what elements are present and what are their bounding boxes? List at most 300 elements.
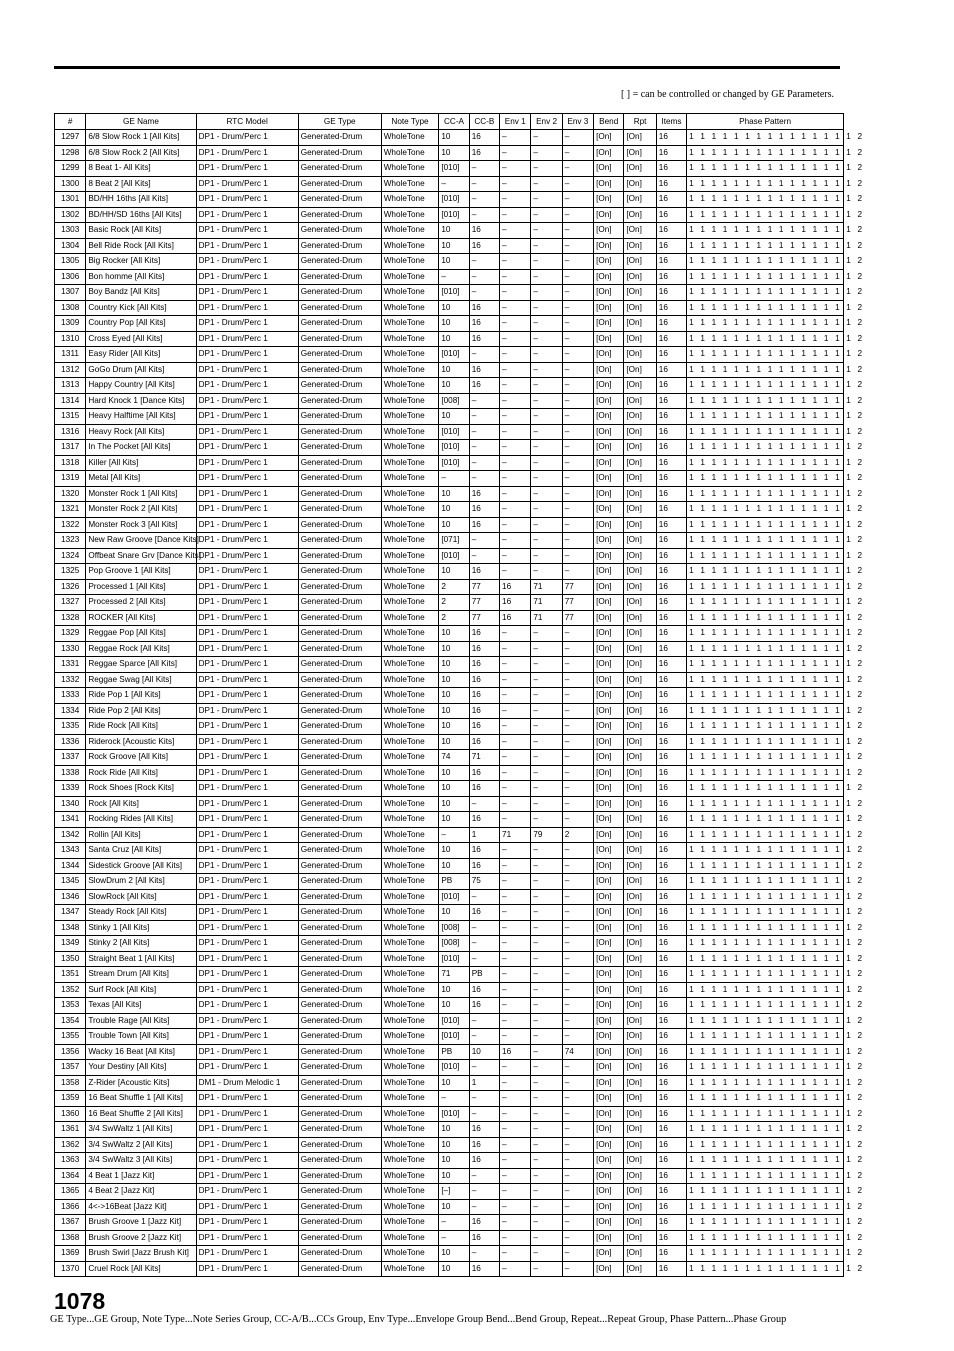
rtc-model-cell: DP1 - Drum/Perc 1 xyxy=(196,254,298,270)
cc-a-cell: [071] xyxy=(439,533,469,549)
env-2-cell: – xyxy=(531,936,562,952)
ge-type-cell: Generated-Drum xyxy=(298,1153,381,1169)
table-row xyxy=(55,517,844,533)
cc-b-cell: 16 xyxy=(469,1215,499,1231)
bend-cell: [On] xyxy=(594,548,624,564)
env-3-cell: – xyxy=(562,533,593,549)
items-cell: 16 xyxy=(656,424,686,440)
ge-type-cell: Generated-Drum xyxy=(298,843,381,859)
row-number-cell: 1364 xyxy=(55,1168,86,1184)
ge-name-cell: Processed 2 [All Kits] xyxy=(86,595,196,611)
ge-name-cell: Brush Groove 2 [Jazz Kit] xyxy=(86,1230,196,1246)
ge-type-cell: Generated-Drum xyxy=(298,688,381,704)
phase-pattern-cell: 1 1 1 1 1 1 1 1 1 1 1 1 1 1 1 2 xyxy=(687,176,844,192)
env-1-cell: – xyxy=(500,889,531,905)
rpt-cell: [On] xyxy=(624,285,656,301)
rpt-cell: [On] xyxy=(624,393,656,409)
rpt-cell: [On] xyxy=(624,626,656,642)
rpt-cell: [On] xyxy=(624,533,656,549)
rpt-cell: [On] xyxy=(624,300,656,316)
env-2-cell: – xyxy=(531,145,562,161)
rtc-model-cell: DP1 - Drum/Perc 1 xyxy=(196,471,298,487)
rtc-model-cell: DP1 - Drum/Perc 1 xyxy=(196,161,298,177)
rpt-cell: [On] xyxy=(624,703,656,719)
env-2-cell: – xyxy=(531,1075,562,1091)
env-2-cell: – xyxy=(531,1199,562,1215)
items-cell: 16 xyxy=(656,145,686,161)
column-header: CC-A xyxy=(439,114,469,130)
env-1-cell: – xyxy=(500,471,531,487)
phase-pattern-cell: 1 1 1 1 1 1 1 1 1 1 1 1 1 1 1 2 xyxy=(687,486,844,502)
cc-b-cell: – xyxy=(469,409,499,425)
items-cell: 16 xyxy=(656,672,686,688)
rtc-model-cell: DP1 - Drum/Perc 1 xyxy=(196,238,298,254)
ge-type-cell: Generated-Drum xyxy=(298,1029,381,1045)
rtc-model-cell: DP1 - Drum/Perc 1 xyxy=(196,734,298,750)
ge-name-cell: Straight Beat 1 [All Kits] xyxy=(86,951,196,967)
bend-cell: [On] xyxy=(594,1246,624,1262)
rtc-model-cell: DP1 - Drum/Perc 1 xyxy=(196,502,298,518)
items-cell: 16 xyxy=(656,1215,686,1231)
table-row xyxy=(55,548,844,564)
env-1-cell: – xyxy=(500,1261,531,1277)
env-1-cell: 16 xyxy=(500,1044,531,1060)
phase-pattern-cell: 1 1 1 1 1 1 1 1 1 1 1 1 1 1 1 2 xyxy=(687,1122,844,1138)
ge-type-cell: Generated-Drum xyxy=(298,812,381,828)
rtc-model-cell: DP1 - Drum/Perc 1 xyxy=(196,843,298,859)
rpt-cell: [On] xyxy=(624,254,656,270)
cc-b-cell: 16 xyxy=(469,812,499,828)
row-number-cell: 1316 xyxy=(55,424,86,440)
env-3-cell: – xyxy=(562,936,593,952)
rtc-model-cell: DP1 - Drum/Perc 1 xyxy=(196,347,298,363)
cc-a-cell: [010] xyxy=(439,1013,469,1029)
cc-b-cell: – xyxy=(469,161,499,177)
note-type-cell: WholeTone xyxy=(381,285,439,301)
ge-type-cell: Generated-Drum xyxy=(298,703,381,719)
ge-type-cell: Generated-Drum xyxy=(298,223,381,239)
cc-a-cell: 10 xyxy=(439,502,469,518)
env-1-cell: – xyxy=(500,688,531,704)
cc-b-cell: – xyxy=(469,936,499,952)
table-row xyxy=(55,734,844,750)
note-type-cell: WholeTone xyxy=(381,533,439,549)
cc-b-cell: 16 xyxy=(469,626,499,642)
rtc-model-cell: DP1 - Drum/Perc 1 xyxy=(196,982,298,998)
cc-a-cell: [010] xyxy=(439,1060,469,1076)
ge-name-cell: Monster Rock 3 [All Kits] xyxy=(86,517,196,533)
phase-pattern-cell: 1 1 1 1 1 1 1 1 1 1 1 1 1 1 1 2 xyxy=(687,781,844,797)
rpt-cell: [On] xyxy=(624,951,656,967)
items-cell: 16 xyxy=(656,703,686,719)
env-1-cell: – xyxy=(500,238,531,254)
env-3-cell: – xyxy=(562,1106,593,1122)
row-number-cell: 1362 xyxy=(55,1137,86,1153)
items-cell: 16 xyxy=(656,1044,686,1060)
cc-b-cell: 16 xyxy=(469,378,499,394)
env-3-cell: – xyxy=(562,1153,593,1169)
rpt-cell: [On] xyxy=(624,564,656,580)
env-2-cell: – xyxy=(531,502,562,518)
env-1-cell: – xyxy=(500,548,531,564)
env-3-cell: – xyxy=(562,1184,593,1200)
cc-a-cell: – xyxy=(439,1230,469,1246)
env-2-cell: – xyxy=(531,409,562,425)
env-2-cell: 71 xyxy=(531,595,562,611)
cc-a-cell: PB xyxy=(439,874,469,890)
table-row xyxy=(55,1261,844,1277)
ge-type-cell: Generated-Drum xyxy=(298,207,381,223)
env-2-cell: – xyxy=(531,471,562,487)
ge-type-cell: Generated-Drum xyxy=(298,920,381,936)
ge-name-cell: SlowDrum 2 [All Kits] xyxy=(86,874,196,890)
bend-cell: [On] xyxy=(594,1044,624,1060)
rtc-model-cell: DP1 - Drum/Perc 1 xyxy=(196,145,298,161)
env-1-cell: – xyxy=(500,781,531,797)
bend-cell: [On] xyxy=(594,579,624,595)
rtc-model-cell: DP1 - Drum/Perc 1 xyxy=(196,874,298,890)
bend-cell: [On] xyxy=(594,812,624,828)
rpt-cell: [On] xyxy=(624,378,656,394)
ge-type-cell: Generated-Drum xyxy=(298,595,381,611)
env-1-cell: – xyxy=(500,192,531,208)
note-type-cell: WholeTone xyxy=(381,145,439,161)
note-type-cell: WholeTone xyxy=(381,1261,439,1277)
note-type-cell: WholeTone xyxy=(381,843,439,859)
ge-name-cell: Pop Groove 1 [All Kits] xyxy=(86,564,196,580)
row-number-cell: 1368 xyxy=(55,1230,86,1246)
env-2-cell: – xyxy=(531,905,562,921)
note-type-cell: WholeTone xyxy=(381,269,439,285)
rtc-model-cell: DP1 - Drum/Perc 1 xyxy=(196,393,298,409)
cc-a-cell: [010] xyxy=(439,285,469,301)
cc-a-cell: [010] xyxy=(439,951,469,967)
ge-name-cell: Reggae Sparce [All Kits] xyxy=(86,657,196,673)
ge-type-cell: Generated-Drum xyxy=(298,734,381,750)
ge-type-cell: Generated-Drum xyxy=(298,1246,381,1262)
env-1-cell: – xyxy=(500,130,531,146)
ge-type-cell: Generated-Drum xyxy=(298,533,381,549)
env-1-cell: – xyxy=(500,951,531,967)
rpt-cell: [On] xyxy=(624,672,656,688)
env-2-cell: – xyxy=(531,316,562,332)
env-2-cell: 79 xyxy=(531,827,562,843)
bend-cell: [On] xyxy=(594,672,624,688)
ge-type-cell: Generated-Drum xyxy=(298,471,381,487)
ge-type-cell: Generated-Drum xyxy=(298,936,381,952)
bend-cell: [On] xyxy=(594,827,624,843)
items-cell: 16 xyxy=(656,610,686,626)
table-row xyxy=(55,1246,844,1262)
env-2-cell: – xyxy=(531,1060,562,1076)
env-1-cell: – xyxy=(500,703,531,719)
ge-type-cell: Generated-Drum xyxy=(298,641,381,657)
ge-name-cell: Offbeat Snare Grv [Dance Kits] xyxy=(86,548,196,564)
table-row xyxy=(55,1168,844,1184)
items-cell: 16 xyxy=(656,254,686,270)
phase-pattern-cell: 1 1 1 1 1 1 1 1 1 1 1 1 1 1 1 2 xyxy=(687,1029,844,1045)
env-1-cell: – xyxy=(500,843,531,859)
rtc-model-cell: DP1 - Drum/Perc 1 xyxy=(196,579,298,595)
env-2-cell: – xyxy=(531,734,562,750)
note-type-cell: WholeTone xyxy=(381,331,439,347)
table-row xyxy=(55,1029,844,1045)
note-type-cell: WholeTone xyxy=(381,905,439,921)
rtc-model-cell: DP1 - Drum/Perc 1 xyxy=(196,517,298,533)
items-cell: 16 xyxy=(656,440,686,456)
env-1-cell: – xyxy=(500,564,531,580)
cc-b-cell: 16 xyxy=(469,843,499,859)
ge-name-cell: 8 Beat 1- All Kits] xyxy=(86,161,196,177)
note-type-cell: WholeTone xyxy=(381,130,439,146)
bend-cell: [On] xyxy=(594,130,624,146)
items-cell: 16 xyxy=(656,409,686,425)
row-number-cell: 1329 xyxy=(55,626,86,642)
rpt-cell: [On] xyxy=(624,455,656,471)
note-type-cell: WholeTone xyxy=(381,812,439,828)
cc-a-cell: 10 xyxy=(439,719,469,735)
table-row xyxy=(55,362,844,378)
note-type-cell: WholeTone xyxy=(381,1199,439,1215)
env-2-cell: – xyxy=(531,657,562,673)
ge-type-cell: Generated-Drum xyxy=(298,998,381,1014)
cc-b-cell: – xyxy=(469,254,499,270)
env-1-cell: – xyxy=(500,502,531,518)
rpt-cell: [On] xyxy=(624,889,656,905)
rtc-model-cell: DP1 - Drum/Perc 1 xyxy=(196,967,298,983)
env-3-cell: – xyxy=(562,517,593,533)
env-1-cell: – xyxy=(500,905,531,921)
phase-pattern-cell: 1 1 1 1 1 1 1 1 1 1 1 1 1 1 1 2 xyxy=(687,641,844,657)
phase-pattern-cell: 1 1 1 1 1 1 1 1 1 1 1 1 1 1 1 2 xyxy=(687,595,844,611)
env-1-cell: – xyxy=(500,672,531,688)
note-type-cell: WholeTone xyxy=(381,1122,439,1138)
cc-a-cell: 10 xyxy=(439,1137,469,1153)
items-cell: 16 xyxy=(656,998,686,1014)
ge-name-cell: Reggae Swag [All Kits] xyxy=(86,672,196,688)
bend-cell: [On] xyxy=(594,564,624,580)
note-type-cell: WholeTone xyxy=(381,1137,439,1153)
note-type-cell: WholeTone xyxy=(381,254,439,270)
env-1-cell: – xyxy=(500,1106,531,1122)
row-number-cell: 1308 xyxy=(55,300,86,316)
ge-name-cell: Surf Rock [All Kits] xyxy=(86,982,196,998)
items-cell: 16 xyxy=(656,517,686,533)
items-cell: 16 xyxy=(656,734,686,750)
row-number-cell: 1354 xyxy=(55,1013,86,1029)
rpt-cell: [On] xyxy=(624,796,656,812)
items-cell: 16 xyxy=(656,936,686,952)
env-1-cell: – xyxy=(500,533,531,549)
cc-b-cell: 16 xyxy=(469,362,499,378)
bend-cell: [On] xyxy=(594,1137,624,1153)
cc-a-cell: 10 xyxy=(439,1199,469,1215)
bend-cell: [On] xyxy=(594,533,624,549)
env-3-cell: – xyxy=(562,750,593,766)
cc-b-cell: 16 xyxy=(469,517,499,533)
ge-name-cell: Santa Cruz [All Kits] xyxy=(86,843,196,859)
items-cell: 16 xyxy=(656,300,686,316)
env-1-cell: – xyxy=(500,223,531,239)
phase-pattern-cell: 1 1 1 1 1 1 1 1 1 1 1 1 1 1 1 2 xyxy=(687,1184,844,1200)
ge-name-cell: Trouble Town [All Kits] xyxy=(86,1029,196,1045)
cc-a-cell: [010] xyxy=(439,455,469,471)
env-3-cell: – xyxy=(562,223,593,239)
env-1-cell: – xyxy=(500,1246,531,1262)
rtc-model-cell: DP1 - Drum/Perc 1 xyxy=(196,641,298,657)
env-2-cell: – xyxy=(531,362,562,378)
rtc-model-cell: DP1 - Drum/Perc 1 xyxy=(196,657,298,673)
env-2-cell: – xyxy=(531,1137,562,1153)
rtc-model-cell: DP1 - Drum/Perc 1 xyxy=(196,316,298,332)
cc-a-cell: 10 xyxy=(439,1153,469,1169)
phase-pattern-cell: 1 1 1 1 1 1 1 1 1 1 1 1 1 1 1 2 xyxy=(687,936,844,952)
env-3-cell: – xyxy=(562,1075,593,1091)
ge-type-cell: Generated-Drum xyxy=(298,455,381,471)
rpt-cell: [On] xyxy=(624,1199,656,1215)
note-type-cell: WholeTone xyxy=(381,1029,439,1045)
cc-a-cell: – xyxy=(439,176,469,192)
env-3-cell: – xyxy=(562,641,593,657)
row-number-cell: 1305 xyxy=(55,254,86,270)
note-type-cell: WholeTone xyxy=(381,238,439,254)
rpt-cell: [On] xyxy=(624,1060,656,1076)
ge-name-cell: Stream Drum [All Kits] xyxy=(86,967,196,983)
cc-a-cell: 10 xyxy=(439,858,469,874)
cc-b-cell: – xyxy=(469,1091,499,1107)
env-1-cell: – xyxy=(500,347,531,363)
items-cell: 16 xyxy=(656,657,686,673)
env-3-cell: 77 xyxy=(562,610,593,626)
env-2-cell: – xyxy=(531,176,562,192)
rpt-cell: [On] xyxy=(624,486,656,502)
env-3-cell: – xyxy=(562,858,593,874)
items-cell: 16 xyxy=(656,192,686,208)
rpt-cell: [On] xyxy=(624,331,656,347)
cc-a-cell: 74 xyxy=(439,750,469,766)
env-1-cell: – xyxy=(500,1060,531,1076)
phase-pattern-cell: 1 1 1 1 1 1 1 1 1 1 1 1 1 1 1 2 xyxy=(687,238,844,254)
env-2-cell: – xyxy=(531,378,562,394)
ge-type-cell: Generated-Drum xyxy=(298,176,381,192)
ge-name-cell: Texas [All Kits] xyxy=(86,998,196,1014)
env-1-cell: – xyxy=(500,812,531,828)
phase-pattern-cell: 1 1 1 1 1 1 1 1 1 1 1 1 1 1 1 2 xyxy=(687,734,844,750)
note-type-cell: WholeTone xyxy=(381,455,439,471)
env-1-cell: – xyxy=(500,750,531,766)
ge-type-cell: Generated-Drum xyxy=(298,192,381,208)
cc-a-cell: 10 xyxy=(439,223,469,239)
items-cell: 16 xyxy=(656,502,686,518)
bend-cell: [On] xyxy=(594,1029,624,1045)
ge-type-cell: Generated-Drum xyxy=(298,238,381,254)
env-2-cell: – xyxy=(531,424,562,440)
bend-cell: [On] xyxy=(594,192,624,208)
ge-type-cell: Generated-Drum xyxy=(298,564,381,580)
row-number-cell: 1338 xyxy=(55,765,86,781)
phase-pattern-cell: 1 1 1 1 1 1 1 1 1 1 1 1 1 1 1 2 xyxy=(687,331,844,347)
ge-type-cell: Generated-Drum xyxy=(298,424,381,440)
env-2-cell: – xyxy=(531,207,562,223)
table-row xyxy=(55,998,844,1014)
bend-cell: [On] xyxy=(594,1091,624,1107)
table-row xyxy=(55,1060,844,1076)
row-number-cell: 1303 xyxy=(55,223,86,239)
row-number-cell: 1349 xyxy=(55,936,86,952)
row-number-cell: 1348 xyxy=(55,920,86,936)
rtc-model-cell: DP1 - Drum/Perc 1 xyxy=(196,672,298,688)
row-number-cell: 1345 xyxy=(55,874,86,890)
env-1-cell: – xyxy=(500,176,531,192)
cc-a-cell: 10 xyxy=(439,641,469,657)
table-row xyxy=(55,1184,844,1200)
env-2-cell: – xyxy=(531,548,562,564)
rpt-cell: [On] xyxy=(624,936,656,952)
phase-pattern-cell: 1 1 1 1 1 1 1 1 1 1 1 1 1 1 1 2 xyxy=(687,362,844,378)
note-type-cell: WholeTone xyxy=(381,641,439,657)
env-1-cell: – xyxy=(500,734,531,750)
cc-b-cell: – xyxy=(469,951,499,967)
phase-pattern-cell: 1 1 1 1 1 1 1 1 1 1 1 1 1 1 1 2 xyxy=(687,1137,844,1153)
row-number-cell: 1299 xyxy=(55,161,86,177)
note-type-cell: WholeTone xyxy=(381,517,439,533)
env-2-cell: – xyxy=(531,455,562,471)
phase-pattern-cell: 1 1 1 1 1 1 1 1 1 1 1 1 1 1 1 2 xyxy=(687,130,844,146)
phase-pattern-cell: 1 1 1 1 1 1 1 1 1 1 1 1 1 1 1 2 xyxy=(687,796,844,812)
ge-type-cell: Generated-Drum xyxy=(298,719,381,735)
rtc-model-cell: DP1 - Drum/Perc 1 xyxy=(196,595,298,611)
bend-cell: [On] xyxy=(594,1106,624,1122)
note-type-cell: WholeTone xyxy=(381,300,439,316)
ge-type-cell: Generated-Drum xyxy=(298,300,381,316)
phase-pattern-cell: 1 1 1 1 1 1 1 1 1 1 1 1 1 1 1 2 xyxy=(687,502,844,518)
table-row xyxy=(55,316,844,332)
bend-cell: [On] xyxy=(594,455,624,471)
env-1-cell: – xyxy=(500,316,531,332)
cc-b-cell: – xyxy=(469,269,499,285)
note-type-cell: WholeTone xyxy=(381,440,439,456)
cc-a-cell: [010] xyxy=(439,424,469,440)
env-3-cell: – xyxy=(562,176,593,192)
cc-b-cell: 16 xyxy=(469,1122,499,1138)
rtc-model-cell: DP1 - Drum/Perc 1 xyxy=(196,409,298,425)
note-type-cell: WholeTone xyxy=(381,936,439,952)
row-number-cell: 1358 xyxy=(55,1075,86,1091)
cc-a-cell: [010] xyxy=(439,161,469,177)
env-1-cell: – xyxy=(500,1075,531,1091)
note-type-cell: WholeTone xyxy=(381,1044,439,1060)
ge-name-cell: 4 Beat 1 [Jazz Kit] xyxy=(86,1168,196,1184)
page-number: 1078 xyxy=(54,1288,106,1314)
env-1-cell: – xyxy=(500,1230,531,1246)
table-row xyxy=(55,889,844,905)
ge-type-cell: Generated-Drum xyxy=(298,579,381,595)
phase-pattern-cell: 1 1 1 1 1 1 1 1 1 1 1 1 1 1 1 2 xyxy=(687,1075,844,1091)
row-number-cell: 1369 xyxy=(55,1246,86,1262)
env-2-cell: – xyxy=(531,874,562,890)
bend-cell: [On] xyxy=(594,316,624,332)
rpt-cell: [On] xyxy=(624,998,656,1014)
rtc-model-cell: DP1 - Drum/Perc 1 xyxy=(196,548,298,564)
cc-a-cell: [010] xyxy=(439,1029,469,1045)
env-3-cell: – xyxy=(562,734,593,750)
phase-pattern-cell: 1 1 1 1 1 1 1 1 1 1 1 1 1 1 1 2 xyxy=(687,827,844,843)
row-number-cell: 1306 xyxy=(55,269,86,285)
rtc-model-cell: DP1 - Drum/Perc 1 xyxy=(196,796,298,812)
rtc-model-cell: DP1 - Drum/Perc 1 xyxy=(196,130,298,146)
ge-name-cell: Stinky 1 [All Kits] xyxy=(86,920,196,936)
cc-a-cell: 10 xyxy=(439,843,469,859)
